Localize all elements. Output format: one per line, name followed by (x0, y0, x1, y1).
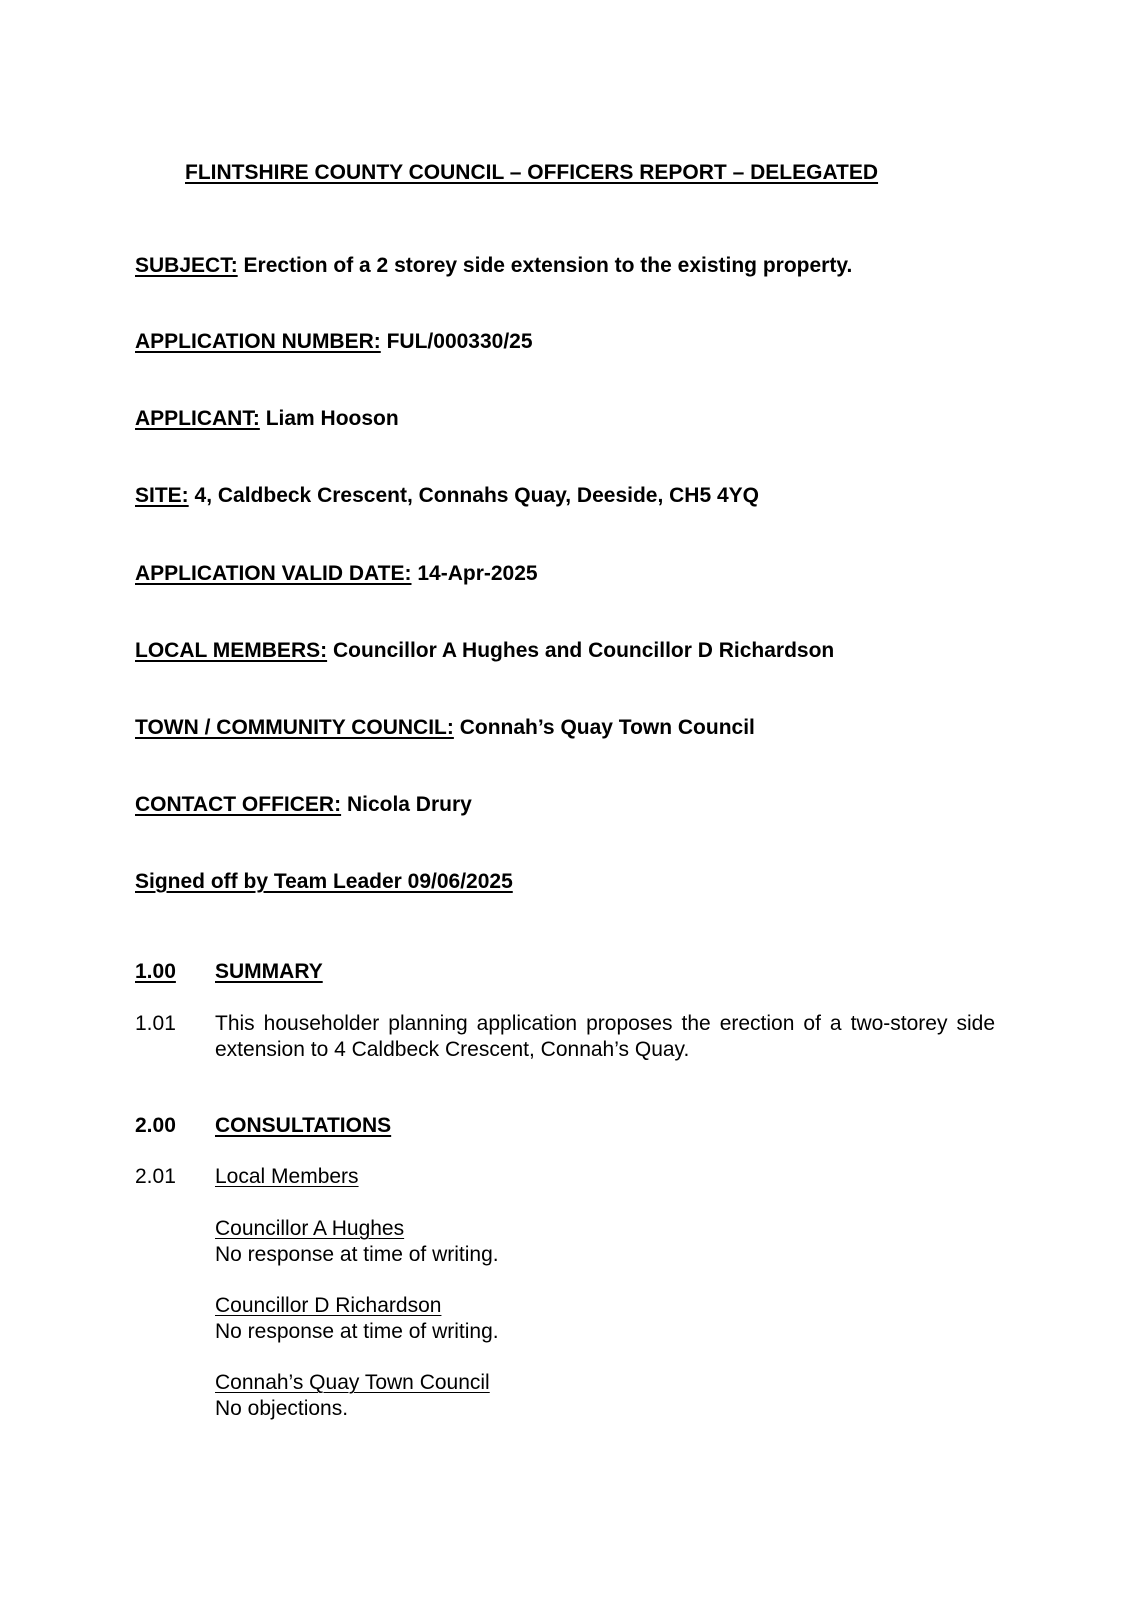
field-subject-label: SUBJECT: (135, 254, 238, 277)
field-subject-value: Erection of a 2 storey side extension to the existing property. (243, 254, 853, 277)
field-town-council-label: TOWN / COMMUNITY COUNCIL: (135, 716, 454, 739)
consultee-response: No response at time of writing. (215, 1320, 499, 1343)
consultee-response: No response at time of writing. (215, 1243, 499, 1266)
section-consultations-number: 2.00 (135, 1114, 176, 1137)
field-town-council (135, 715, 755, 741)
field-applicant-label: APPLICANT: (135, 407, 260, 430)
field-contact-officer-label: CONTACT OFFICER: (135, 793, 342, 816)
field-applicant-value: Liam Hooson (265, 407, 399, 430)
field-contact-officer (135, 792, 472, 818)
consultations-item-heading: Local Members (215, 1165, 359, 1188)
consultee-response: No objections. (215, 1397, 349, 1420)
section-summary-heading: SUMMARY (215, 960, 323, 983)
field-valid-date (135, 561, 538, 587)
field-subject (135, 253, 852, 279)
consultee-name: Councillor D Richardson (215, 1294, 442, 1317)
field-application-number (135, 329, 533, 355)
summary-item-text: This householder planning application proposes the erection of a two-storey side extension to 4 Caldbeck Crescent, Connah’s Quay. (215, 1012, 995, 1061)
consultee-name: Connah’s Quay Town Council (215, 1371, 490, 1394)
field-valid-date-label: APPLICATION VALID DATE: (135, 562, 412, 585)
field-valid-date-value: 14-Apr-2025 (417, 562, 538, 585)
consultations-item-number: 2.01 (135, 1165, 176, 1188)
summary-item-number: 1.01 (135, 1012, 176, 1035)
field-applicant (135, 406, 399, 432)
section-summary-number: 1.00 (135, 960, 176, 983)
field-local-members-value: Councillor A Hughes and Councillor D Richardson (332, 639, 835, 662)
field-local-members-label: LOCAL MEMBERS: (135, 639, 328, 662)
consultee-name: Councillor A Hughes (215, 1217, 405, 1240)
field-contact-officer-value: Nicola Drury (346, 793, 472, 816)
field-local-members (135, 638, 834, 664)
signoff-line: Signed off by Team Leader 09/06/2025 (135, 870, 513, 893)
field-application-number-value: FUL/000330/25 (386, 330, 533, 353)
section-consultations-heading: CONSULTATIONS (215, 1114, 392, 1137)
field-application-number-label: APPLICATION NUMBER: (135, 330, 381, 353)
field-town-council-value: Connah’s Quay Town Council (459, 716, 755, 739)
report-title: FLINTSHIRE COUNTY COUNCIL – OFFICERS REPORT – DELEGATED (185, 161, 879, 184)
field-site-label: SITE: (135, 484, 189, 507)
field-site (135, 483, 759, 509)
field-site-value: 4, Caldbeck Crescent, Connahs Quay, Deeside, CH5 4YQ (194, 484, 759, 507)
